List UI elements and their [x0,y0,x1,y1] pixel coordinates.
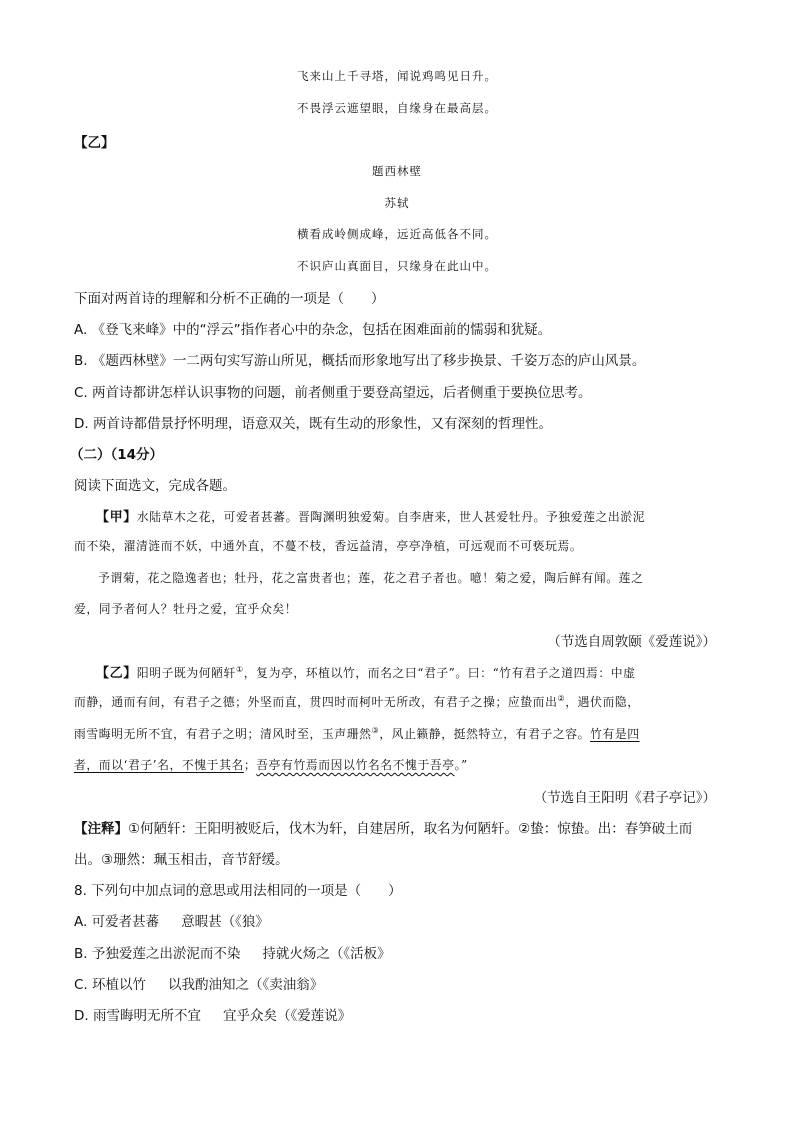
section-2-instruction: 阅读下面选文，完成各题。 [74,478,236,494]
note-marker-1: ① [236,665,244,675]
notes-line-1: 【注释】①何陋轩：王阳明被贬后，伐木为轩，自建居所，取名为何陋轩。②蛰：惊蛰。出：春笋破土而 [74,821,693,837]
text-yi-label: 【乙】 [96,666,137,681]
question-7-option-c: C. 两首诗都讲怎样认识事物的问题，前者侧重于要登高望远，后者侧重于要换位思考。 [74,385,592,401]
question-8-option-a: A. 可爱者甚蕃 意暇甚（《狼》 [74,914,269,930]
poem-yi-author: 苏轼 [384,196,410,210]
question-8-option-d: D. 雨雪晦明无所不宜 宜乎众矣（《爱莲说》 [74,1008,352,1024]
underlined-sentence-part-2: 者，而以‘君子’名，不愧于其名 [74,758,244,772]
text-yi-source: （节选自王阳明《君子亭记》） [533,790,716,806]
note-marker-3: ③ [371,726,380,736]
question-7-option-b: B. 《题西林壁》一二两句实写游山所见，概括而形象地写出了移步换景、千姿万态的庐山风景。 [74,353,646,369]
text-jia-label: 【甲】 [96,510,137,525]
question-7-option-a: A. 《登飞来峰》中的“浮云”指作者心中的杂念，包括在困难面前的懦弱和犹疑。 [74,322,552,338]
poem-yi-title: 题西林壁 [372,164,422,178]
text-yi-line-3: 雨雪晦明无所不宜，有君子之明；清风时至，玉声珊然③，风止籁静，挺然特立，有君子之容。竹有是四 [74,726,640,741]
question-7-option-d: D. 两首诗都借景抒怀明理，语意双关，既有生动的形象性，又有深刻的哲理性。 [74,416,552,432]
poem-yi-line-2: 不识庐山真面目，只缘身在此山中。 [297,259,497,273]
question-8-option-b: B. 予独爱莲之出淤泥而不染 持就火炀之（《活板》 [74,946,391,962]
text-jia-paragraph-2-line-2: 爱，同予者何人？牡丹之爱，宜乎众矣！ [74,602,298,616]
text-yi-line-1: 【乙】阳明子既为何陋轩①，复为亭，环植以竹，而名之曰“君子”。曰：“竹有君子之道四焉：中虚 [96,665,636,681]
notes-line-2: 出。③珊然：珮玉相击，音节舒缓。 [74,852,289,868]
question-8-stem: 8. 下列句中加点词的意思或用法相同的一项是（ ） [74,883,402,899]
poem-yi-line-1: 横看成岭侧成峰，远近高低各不同。 [297,227,497,241]
poem-yi-label: 【乙】 [74,135,115,151]
text-yi-line-4: 者，而以‘君子’名，不愧于其名；吾亭有竹焉而因以竹名名不愧于吾亭。” [74,758,468,772]
text-jia-paragraph-1-line-2: 而不染，濯清涟而不妖，中通外直，不蔓不枝，香远益清，亭亭净植，可远观而不可亵玩焉。 [74,539,583,553]
question-8-option-c: C. 环植以竹 以我酌油知之（《卖油翁》 [74,977,324,993]
underlined-sentence-part-1: 竹有是四 [590,727,640,741]
text-jia-paragraph-2-line-1: 予谓菊，花之隐逸者也；牡丹，花之富贵者也；莲，花之君子者也。噫！菊之爱，陶后鲜有闻。莲之 [98,571,644,585]
poem-jia-line-1: 飞来山上千寻塔，闻说鸡鸣见日升。 [297,69,497,83]
text-jia-paragraph-1-line-1: 【甲】水陆草木之花，可爱者甚蕃。晋陶渊明独爱菊。自李唐来，世人甚爱牡丹。予独爱莲之出淤泥 [96,510,646,525]
notes-label: 【注释】 [74,821,128,837]
wavy-underlined-sentence: 吾亭有竹焉而因以竹名名不愧于吾亭 [256,758,455,772]
section-2-heading: （二）（14分） [70,447,164,463]
question-7-stem: 下面对两首诗的理解和分析不正确的一项是（ ） [74,291,385,307]
text-yi-line-2: 而静，通而有间，有君子之德；外坚而直，贯四时而柯叶无所改，有君子之操；应蛰而出②，遇伏而隐， [74,694,640,709]
poem-jia-line-2: 不畏浮云遮望眼，自缘身在最高层。 [297,101,497,115]
text-jia-source: （节选自周敦颐《爱莲说》） [547,634,716,650]
note-marker-2: ② [557,694,566,704]
